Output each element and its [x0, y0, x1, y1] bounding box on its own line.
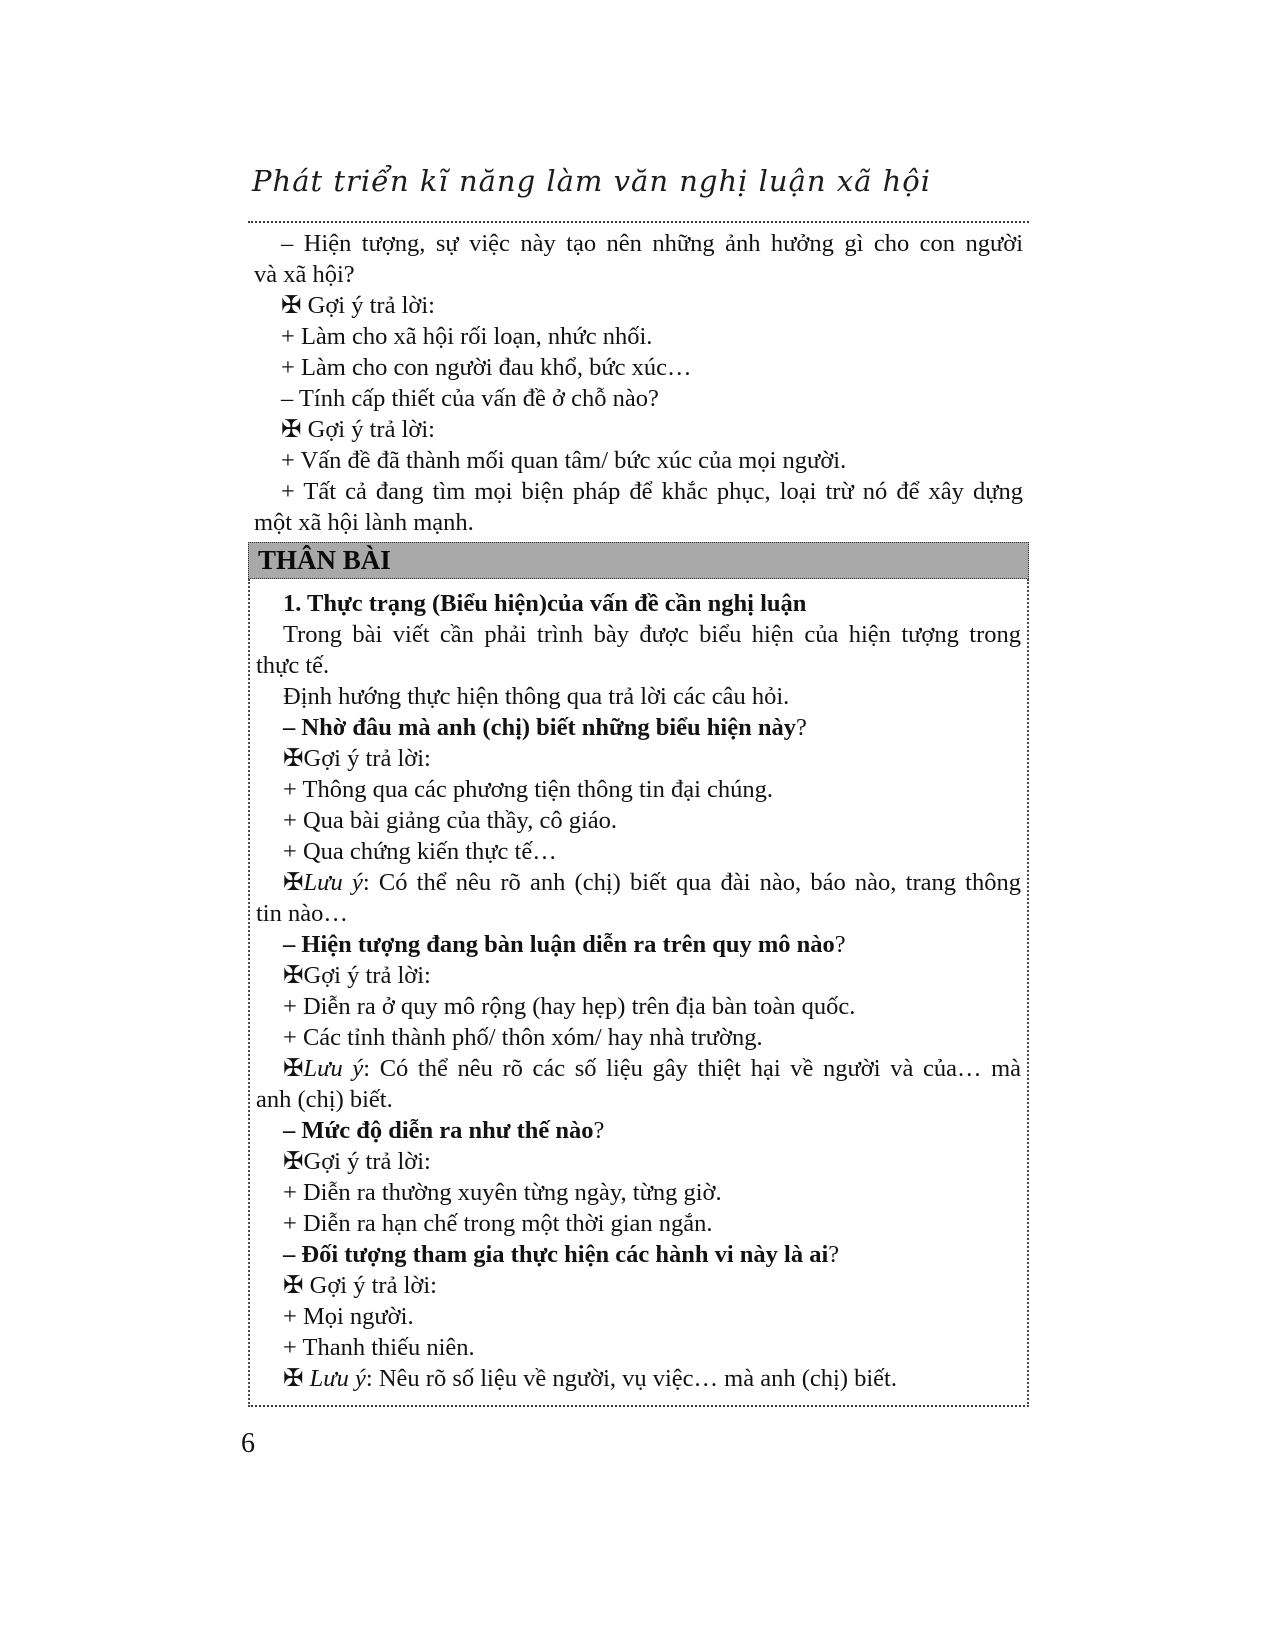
text-segment: + Diễn ra hạn chế trong một thời gian ngắn. [283, 1210, 713, 1237]
text-segment: ✠ [283, 1365, 310, 1392]
text-line [256, 712, 1021, 743]
text-line [256, 1239, 1021, 1270]
text-line [256, 836, 1021, 867]
text-segment: thực tế. [256, 652, 330, 679]
text-line [256, 650, 1021, 681]
text-line [256, 1022, 1021, 1053]
text-segment: Định hướng thực hiện thông qua trả lời các câu hỏi. [283, 683, 790, 710]
text-segment: Lưu ý [303, 869, 363, 896]
text-line [256, 991, 1021, 1022]
text-line [254, 259, 1023, 290]
text-line [256, 960, 1021, 991]
text-line [256, 774, 1021, 805]
text-line [256, 588, 1021, 619]
text-segment: 1. Thực trạng (Biểu hiện)của vấn đề cần nghị luận [283, 590, 807, 617]
text-line [256, 1115, 1021, 1146]
text-segment: + Tất cả đang tìm mọi biện pháp để khắc phục, loại trừ nó để xây dựng [281, 478, 1023, 505]
text-line [254, 290, 1023, 321]
text-line [254, 507, 1023, 538]
section-header-label: THÂN BÀI [258, 545, 391, 575]
text-segment: ? [834, 931, 846, 958]
text-line [256, 743, 1021, 774]
text-line [254, 352, 1023, 383]
body-block [248, 579, 1029, 1407]
section-header-bar [248, 542, 1029, 579]
text-line [256, 805, 1021, 836]
text-line [254, 414, 1023, 445]
text-line [256, 1301, 1021, 1332]
text-segment: ✠Gợi ý trả lời: [283, 745, 431, 772]
text-line [256, 867, 1021, 898]
text-segment: ✠Gợi ý trả lời: [283, 1148, 431, 1175]
text-line [254, 476, 1023, 507]
text-segment: ? [795, 714, 807, 741]
text-segment: Trong bài viết cần phải trình bày được biểu hiện của hiện tượng trong [283, 621, 1021, 648]
text-segment: tin nào… [256, 900, 348, 927]
text-segment: ✠ [283, 1055, 304, 1082]
text-segment: ✠ Gợi ý trả lời: [281, 416, 435, 443]
text-segment: ✠ [283, 869, 304, 896]
text-line [256, 619, 1021, 650]
text-line [256, 1084, 1021, 1115]
text-line [256, 1363, 1021, 1394]
running-head-title: Phát triển kĩ năng làm văn nghị luận xã hội [252, 164, 932, 198]
text-line [256, 929, 1021, 960]
text-segment: ? [828, 1241, 840, 1268]
text-segment: anh (chị) biết. [256, 1086, 393, 1113]
text-segment: ✠ Gợi ý trả lời: [283, 1272, 437, 1299]
text-segment: : Có thể nêu rõ anh (chị) biết qua đài nào, báo nào, trang thông [362, 869, 1021, 896]
text-line [256, 1208, 1021, 1239]
text-segment: ✠Gợi ý trả lời: [283, 962, 431, 989]
text-segment: – Tính cấp thiết của vấn đề ở chỗ nào? [281, 385, 659, 412]
text-segment: – Nhờ đâu mà anh (chị) biết những biểu hiện này [283, 714, 796, 741]
text-line [256, 1177, 1021, 1208]
text-line [256, 681, 1021, 712]
text-segment: Lưu ý [309, 1365, 366, 1392]
text-segment: – Đối tượng tham gia thực hiện các hành vi này là ai [283, 1241, 829, 1268]
text-segment: + Làm cho con người đau khổ, bức xúc… [281, 354, 692, 381]
text-line [256, 898, 1021, 929]
page-number: 6 [241, 1428, 255, 1459]
text-segment: + Làm cho xã hội rối loạn, nhức nhối. [281, 323, 653, 350]
text-line [254, 383, 1023, 414]
intro-block [248, 223, 1029, 542]
text-segment: và xã hội? [254, 261, 355, 288]
text-segment: : Có thể nêu rõ các số liệu gây thiệt hại về người và của… mà [363, 1055, 1021, 1082]
text-segment: ✠ Gợi ý trả lời: [281, 292, 435, 319]
text-segment: – Hiện tượng đang bàn luận diễn ra trên quy mô nào [283, 931, 835, 958]
content-table [248, 221, 1029, 1407]
text-line [256, 1270, 1021, 1301]
text-line [256, 1053, 1021, 1084]
text-line [254, 321, 1023, 352]
text-segment: + Mọi người. [283, 1303, 414, 1330]
text-segment: – Hiện tượng, sự việc này tạo nên những ảnh hưởng gì cho con người [281, 230, 1023, 257]
text-segment: : Nêu rõ số liệu về người, vụ việc… mà anh (chị) biết. [365, 1365, 897, 1392]
text-line [256, 1332, 1021, 1363]
text-segment: ? [593, 1117, 605, 1144]
text-line [254, 228, 1023, 259]
text-segment: một xã hội lành mạnh. [254, 509, 474, 536]
text-segment: + Thông qua các phương tiện thông tin đại chúng. [283, 776, 774, 803]
text-segment: + Qua chứng kiến thực tế… [283, 838, 557, 865]
text-segment: – Mức độ diễn ra như thế nào [283, 1117, 594, 1144]
text-line [254, 445, 1023, 476]
text-segment: + Diễn ra thường xuyên từng ngày, từng giờ. [283, 1179, 722, 1206]
text-segment: + Các tỉnh thành phố/ thôn xóm/ hay nhà trường. [283, 1024, 763, 1051]
text-segment: Lưu ý [303, 1055, 364, 1082]
text-line [256, 1146, 1021, 1177]
text-segment: + Vấn đề đã thành mối quan tâm/ bức xúc của mọi người. [281, 447, 847, 474]
text-segment: + Qua bài giảng của thầy, cô giáo. [283, 807, 618, 834]
text-segment: + Thanh thiếu niên. [283, 1334, 475, 1361]
text-segment: + Diễn ra ở quy mô rộng (hay hẹp) trên địa bàn toàn quốc. [283, 993, 856, 1020]
